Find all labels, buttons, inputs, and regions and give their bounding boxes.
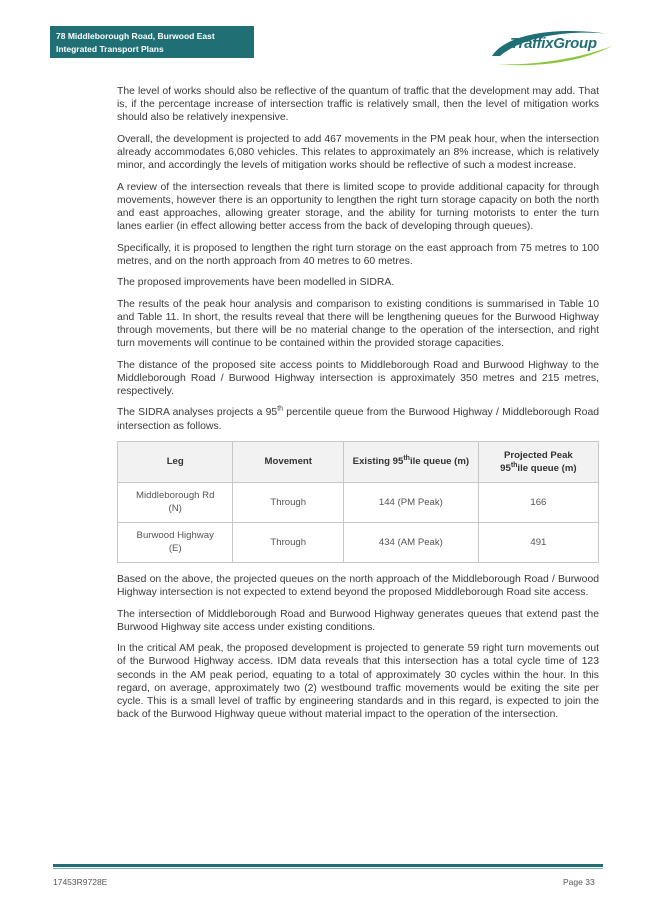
header-address: 78 Middleborough Road, Burwood East (56, 31, 215, 41)
footer-divider-thin (53, 868, 603, 869)
cell-leg: Burwood Highway (E) (118, 522, 233, 562)
paragraph: Based on the above, the projected queues on the north approach of the Middleborough Road / Burwood Highway intersection is not expected to extend beyond the proposed Middleborough Road site access. (117, 573, 599, 599)
header-subtitle: Integrated Transport Plans (56, 44, 164, 54)
header-existing: Existing 95thile queue (m) (344, 441, 479, 482)
cell-movement: Through (233, 522, 344, 562)
logo-text: TraffixGroup (510, 35, 597, 52)
cell-existing: 144 (PM Peak) (344, 482, 479, 522)
table-row (118, 522, 599, 562)
cell-projected: 491 (478, 522, 598, 562)
cell-leg: Middleborough Rd (N) (118, 482, 233, 522)
table-row (118, 482, 599, 522)
header-projected: Projected Peak 95thile queue (m) (478, 441, 598, 482)
footer-divider (53, 864, 603, 867)
table-header-row (118, 441, 599, 482)
document-reference: 17453R9728E (53, 877, 108, 887)
paragraph: The intersection of Middleborough Road and Burwood Highway generates queues that extend past the Burwood Highway site access under existing conditions. (117, 608, 599, 633)
queue-table (117, 441, 599, 563)
cell-projected: 166 (478, 482, 598, 522)
paragraph: The distance of the proposed site access points to Middleborough Road and Burwood Highway to the Middleborough Road / Burwood Highway intersection is approximately 350 metres and 215 metres, respectively. (117, 359, 599, 397)
paragraph: Overall, the development is projected to add 467 movements in the PM peak hour, when the intersection already accommodates 6,080 vehicles. This relates to approximately an 8% increase, which is relatively minor, and accordingly the levels of mitigation works should be reflective of such a modest increase. (117, 133, 599, 172)
sidra-paragraph: The SIDRA analyses projects a 95th percentile queue from the Burwood Highway / Middleborough Road intersection as follows. (117, 405, 599, 432)
paragraph: A review of the intersection reveals that there is limited scope to provide additional capacity for through movements, however there is an opportunity to lengthen the right turn storage capacity on both the north and east approaches, allowing greater storage, and the ability for turning motorists to enter the turn lanes earlier (in effect allowing better access from the back of developing through queues). (117, 181, 599, 233)
cell-existing: 434 (AM Peak) (344, 522, 479, 562)
cell-movement: Through (233, 482, 344, 522)
body-content (117, 85, 599, 730)
header-leg: Leg (118, 441, 233, 482)
header-movement: Movement (233, 441, 344, 482)
paragraph: The proposed improvements have been modelled in SIDRA. (117, 277, 395, 289)
paragraph: The level of works should also be reflective of the quantum of traffic that the development may add. That is, if the percentage increase of intersection traffic is relatively small, then the level of mitigation works should also be relatively inexpensive. (117, 86, 599, 124)
paragraph: Specifically, it is proposed to lengthen the right turn storage on the east approach from 75 metres to 100 metres, and on the north approach from 40 metres to 60 metres. (117, 242, 599, 267)
page-number: Page 33 (563, 877, 595, 887)
paragraph: The results of the peak hour analysis and comparison to existing conditions is summarised in Table 10 and Table 11. In short, the results reveal that there will be lengthening queues for the Burwood Highway through movements, but there will be no material change to the operation of the intersection, and right turn movements will continue to be contained within the provided storage capacities. (117, 298, 599, 350)
paragraph: In the critical AM peak, the proposed development is projected to generate 59 right turn movements out of the Burwood Highway access. IDM data reveals that this intersection has a total cycle time of 123 seconds in the AM peak period, equating to a total of approximately 30 cycles within the hour. In this regard, on average, approximately two (2) westbound traffic movements would be exiting the site per cycle. This is a small level of traffic by engineering standards and in this regard, is expected to join the back of the Burwood Highway queue without material impact to the operation of the intersection. (117, 643, 599, 721)
